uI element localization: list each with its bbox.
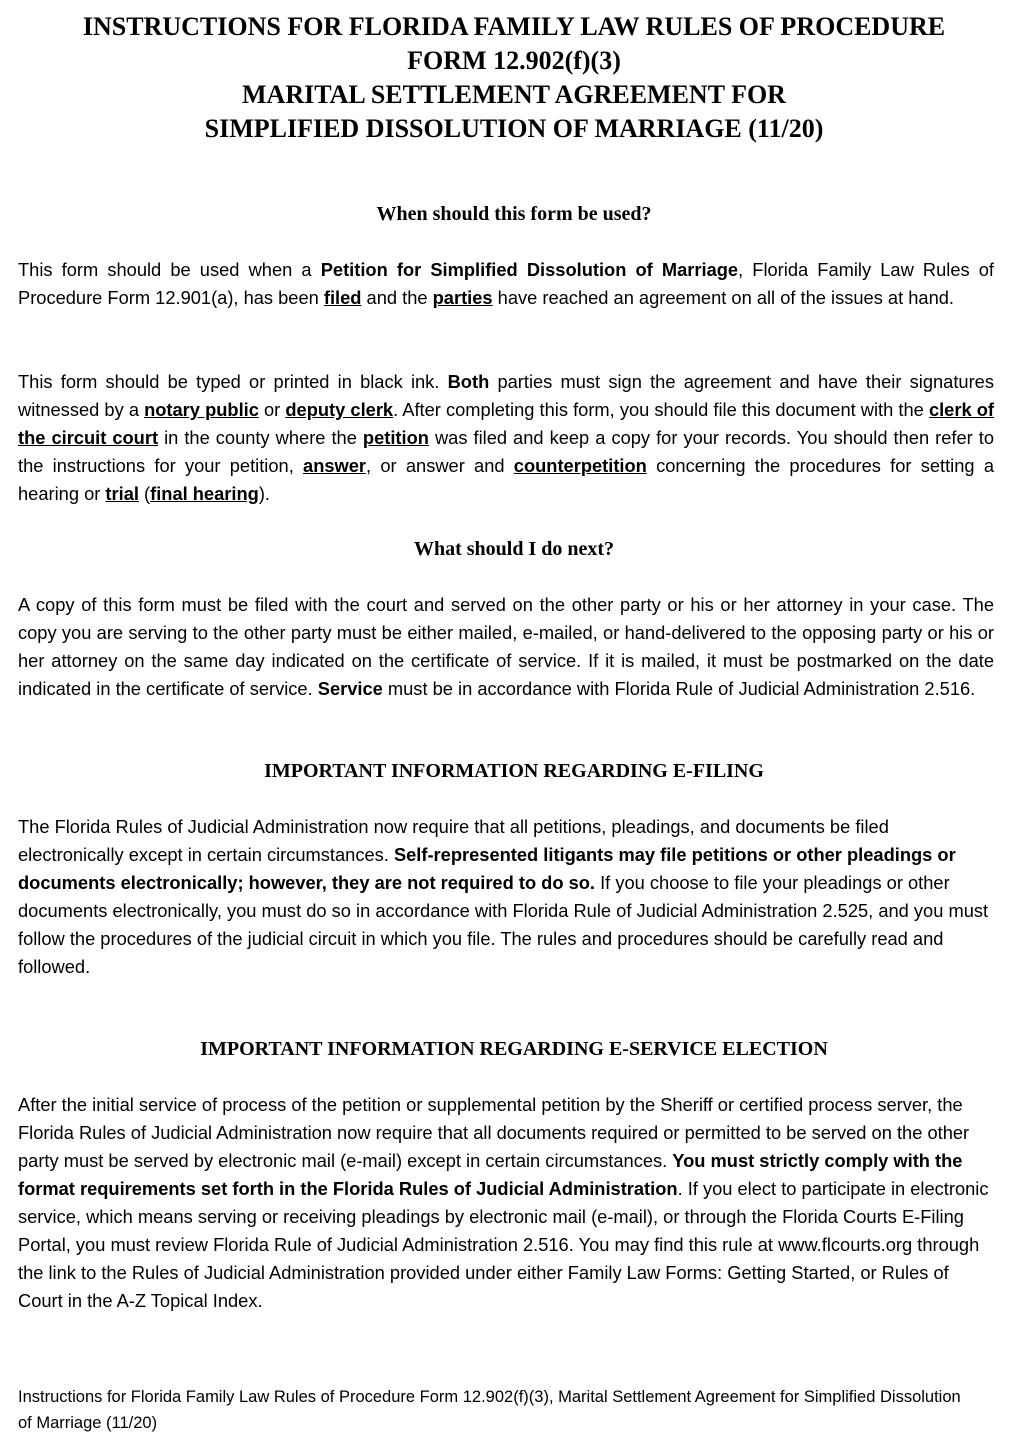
text-run: . If you elect to participate in electronic service, which means serving or receiving pleadings by electronic mail (e-mail), or through the Florida Courts E-Filing Portal, you must review Florida Rule of Judicial Administration 2.516. You may find this rule at www.flcourts.org through the link to the Rules of Judicial Administration provided under either Family Law Forms: Getting Started, or Rules of Court in the A-Z Topical Index. [18, 1178, 989, 1311]
section-heading-e-service: IMPORTANT INFORMATION REGARDING E-SERVICE ELECTION [200, 1038, 828, 1060]
text-run: concerning the procedures for setting a hearing or [18, 455, 994, 504]
text-run: ). [258, 483, 270, 504]
text-run: . After completing this form, you should file this document with the [393, 399, 929, 420]
text-run: If you choose to file your pleadings or other documents electronically, you must do so in accordance with Florida Rule of Judicial Administration 2.525, and you must follow the procedures of the judicial circuit in which you file. The rules and procedures should be carefully read and followed. [18, 872, 989, 977]
text-run: must be in accordance with Florida Rule of Judicial Administration 2.516. [382, 678, 976, 699]
paragraph-next-steps [18, 591, 994, 703]
text-run: in the county where the [158, 427, 363, 448]
text-run: A copy of this form must be filed with the court and served on the other party or his or her attorney in your case. The copy you are serving to the other party must be either mailed, e-mailed, or hand-delivered to the opposing party or his or her attorney on the same day indicated on the certificate of service. If it is mailed, it must be postmarked on the date indicated in the certificate of service. [18, 594, 994, 699]
glossary-term-clerk-circuit-court[interactable]: clerk of the circuit court [18, 399, 994, 448]
bold-text: Service [317, 678, 383, 699]
bold-text: Both [447, 371, 490, 392]
text-run: , or answer and [366, 455, 514, 476]
text-run: have reached an agreement on all of the issues at hand. [492, 287, 954, 308]
document-title [0, 10, 1028, 146]
section-heading-when-used: When should this form be used? [376, 203, 652, 225]
glossary-term-petition[interactable]: petition [362, 427, 429, 448]
title-line-4: SIMPLIFIED DISSOLUTION OF MARRIAGE (11/20) [204, 114, 824, 143]
text-run: After the initial service of process of the petition or supplemental petition by the Sheriff or certified process server, the Florida Rules of Judicial Administration now require that all documents required or permitted to be served on the other party must be served by electronic mail (e-mail) except in certain circumstances. [18, 1094, 970, 1171]
glossary-term-answer[interactable]: answer [303, 455, 367, 476]
glossary-term-final-hearing[interactable]: final hearing [150, 483, 259, 504]
section-heading-next-steps: What should I do next? [413, 538, 615, 560]
bold-text: Self-represented litigants may file petitions or other pleadings or documents electronically; however, they are not required to do so. [18, 844, 956, 893]
glossary-term-filed[interactable]: filed [323, 287, 362, 308]
text-run: This form should be used when a [18, 259, 321, 280]
paragraph-e-service [18, 1091, 994, 1315]
paragraph-signing-filing [18, 368, 994, 508]
text-run: or [258, 399, 286, 420]
title-line-1: INSTRUCTIONS FOR FLORIDA FAMILY LAW RULES OF PROCEDURE [82, 12, 946, 41]
paragraph-e-filing [18, 813, 994, 981]
glossary-term-notary-public[interactable]: notary public [144, 399, 259, 420]
text-run: parties must sign the agreement and have their signatures witnessed by a [18, 371, 994, 420]
glossary-term-trial[interactable]: trial [105, 483, 139, 504]
title-line-3: MARITAL SETTLEMENT AGREEMENT FOR [242, 80, 786, 109]
section-heading-e-filing: IMPORTANT INFORMATION REGARDING E-FILING [264, 760, 764, 782]
glossary-term-parties[interactable]: parties [432, 287, 493, 308]
paragraph-when-used [18, 256, 994, 312]
title-line-2: FORM 12.902(f)(3) [407, 46, 621, 75]
page-footer: Instructions for Florida Family Law Rules of Procedure Form 12.902(f)(3), Marital Settlement Agreement for Simplified Dissolution of Marriage (11/20) [18, 1388, 961, 1432]
text-run: was filed and keep a copy for your records. You should then refer to the instructions for your petition, [18, 427, 995, 476]
bold-text: You must strictly comply with the format requirements set forth in the Florida Rules of Judicial Administration [18, 1150, 963, 1199]
bold-text: Petition for Simplified Dissolution of Marriage [320, 259, 739, 280]
text-run: This form should be typed or printed in black ink. [18, 371, 448, 392]
glossary-term-counterpetition[interactable]: counterpetition [513, 455, 647, 476]
text-run: and the [361, 287, 433, 308]
glossary-term-deputy-clerk[interactable]: deputy clerk [285, 399, 394, 420]
text-run: The Florida Rules of Judicial Administration now require that all petitions, pleadings, and documents be filed electronically except in certain circumstances. [18, 816, 889, 865]
text-run: ( [138, 483, 151, 504]
text-run: , Florida Family Law Rules of Procedure Form 12.901(a), has been [18, 259, 995, 308]
